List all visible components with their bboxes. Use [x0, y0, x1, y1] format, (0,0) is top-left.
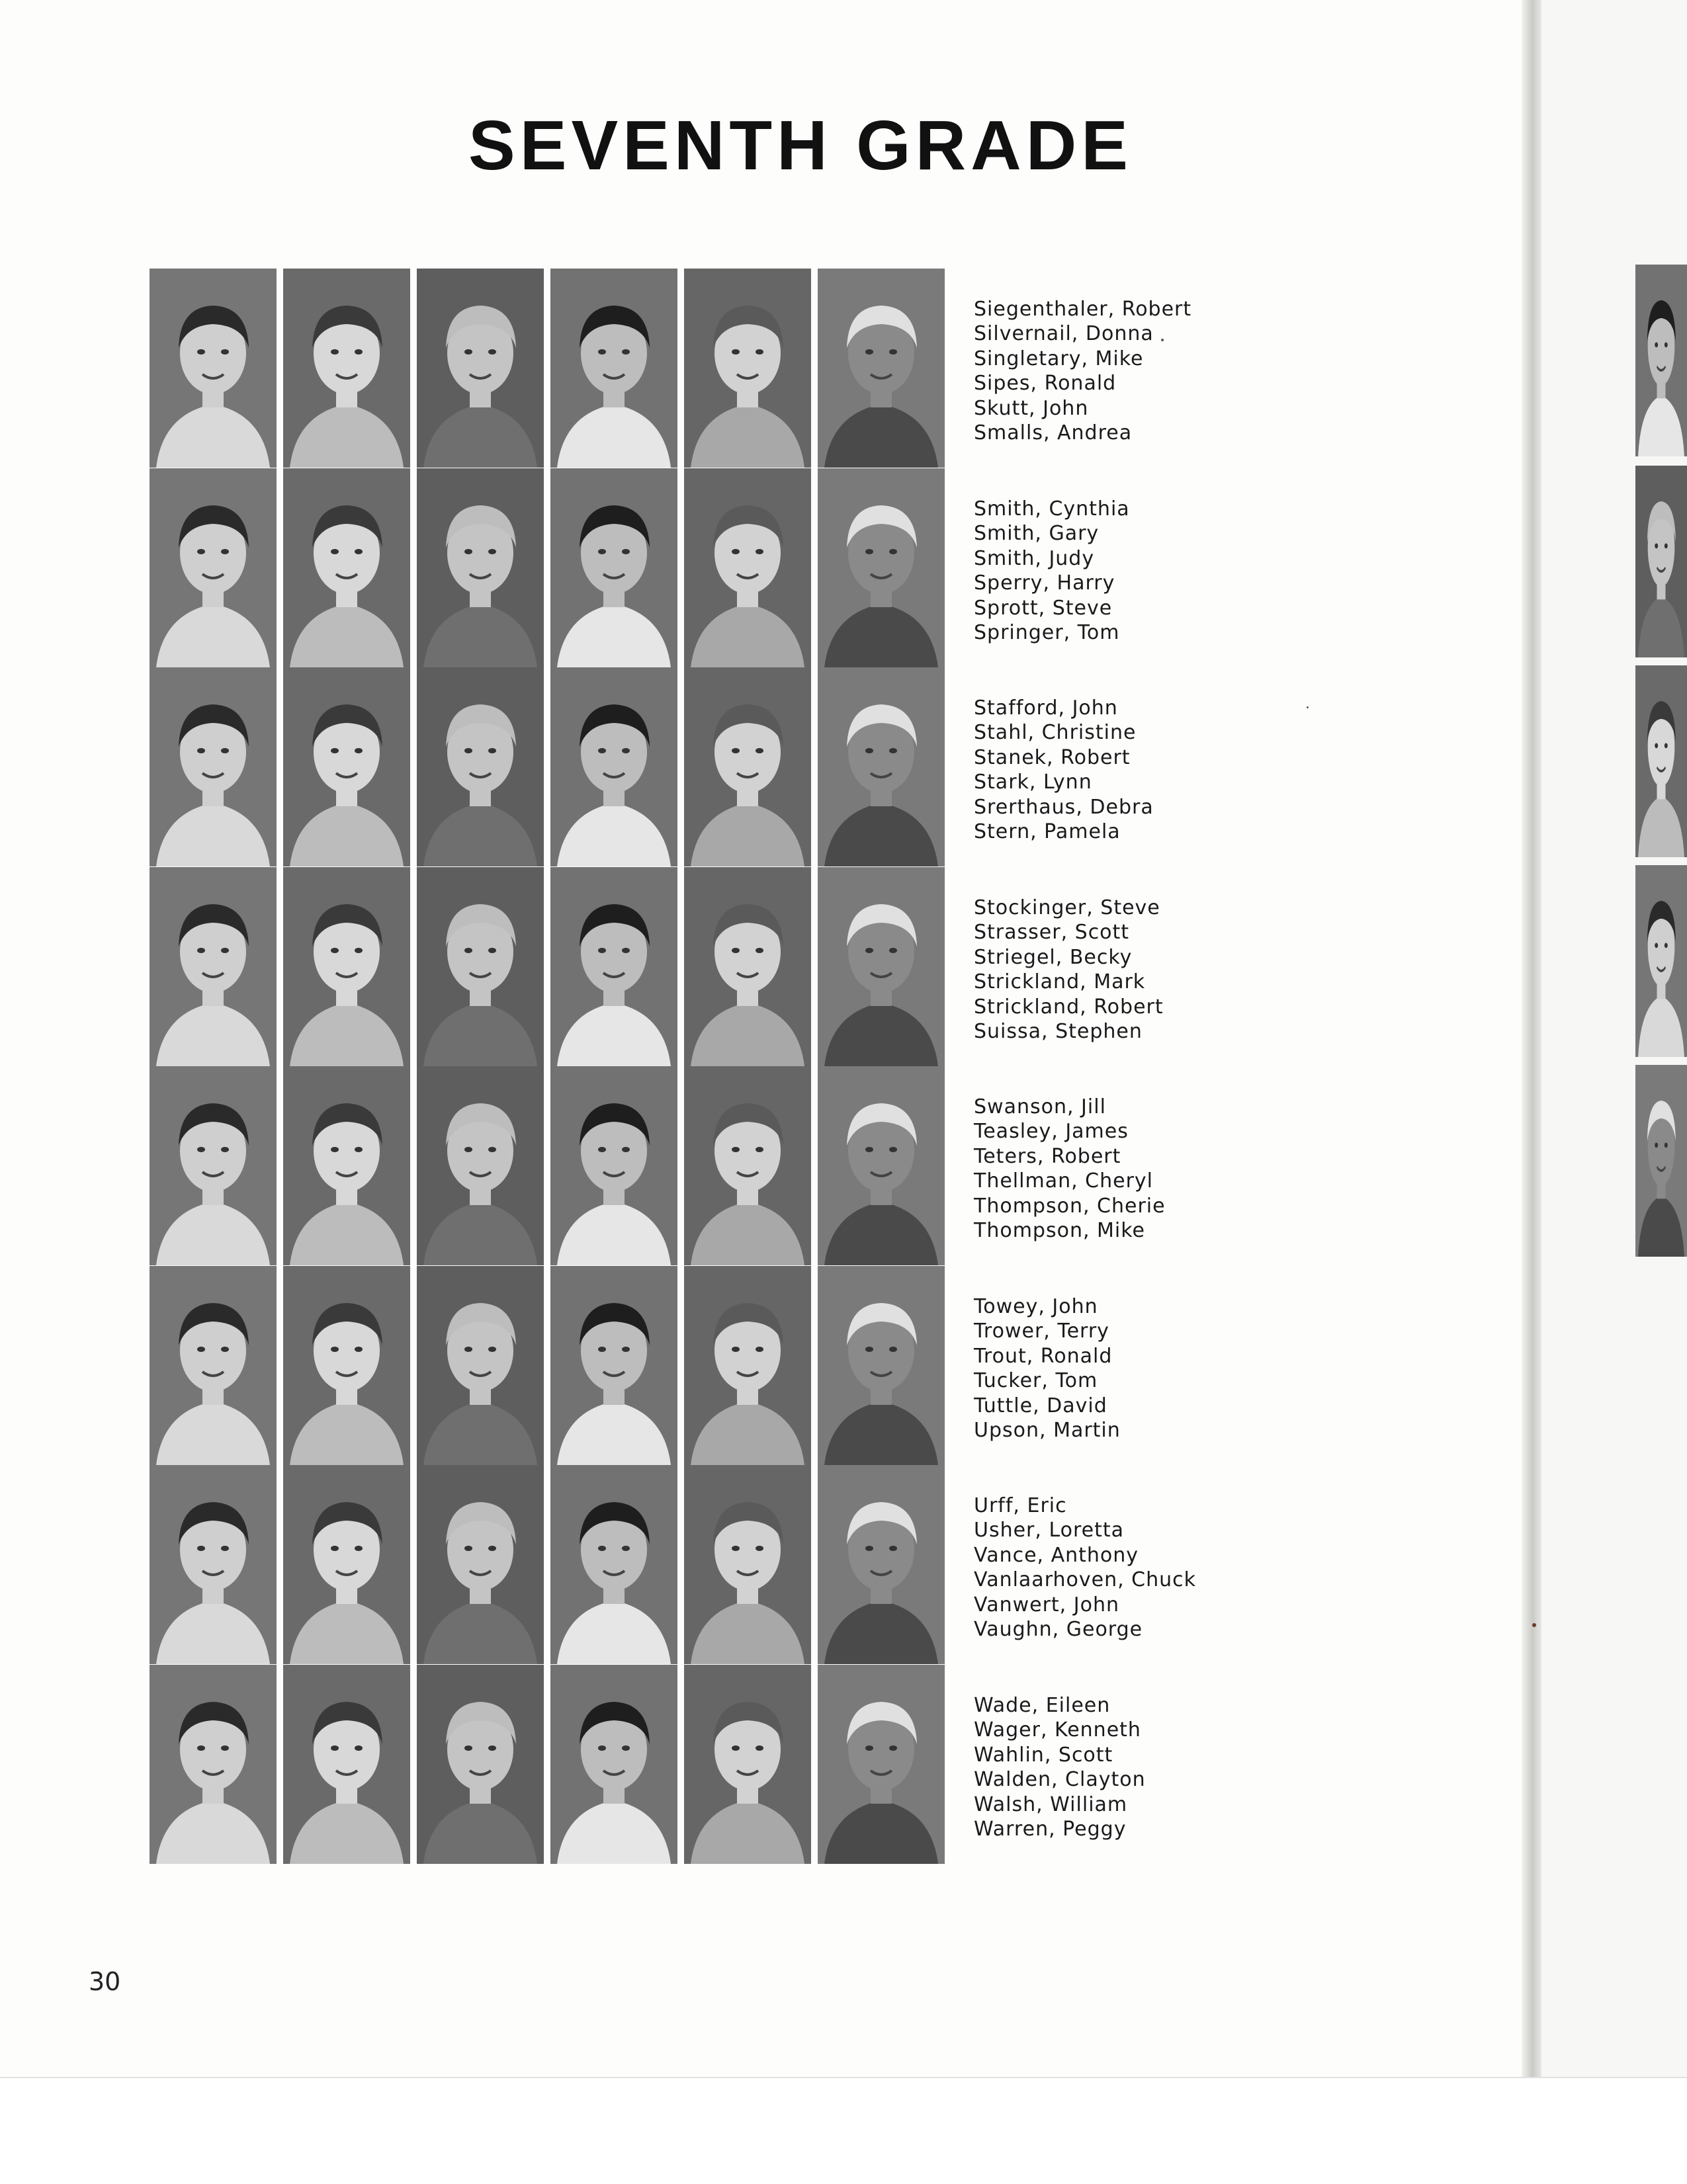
student-name: Sperry, Harry: [974, 571, 1115, 595]
student-portrait: [417, 269, 544, 468]
adjacent-portrait: [1635, 865, 1687, 1057]
student-portrait: [818, 1266, 945, 1465]
student-portrait: [818, 269, 945, 468]
adjacent-portrait: [1635, 466, 1687, 657]
student-portrait: [818, 468, 945, 667]
student-portrait: [150, 667, 277, 866]
student-name: Trower, Terry: [974, 1320, 1109, 1343]
student-portrait: [283, 468, 410, 667]
student-portrait: [150, 468, 277, 667]
student-portrait: [283, 1266, 410, 1465]
student-name: Teters, Robert: [974, 1144, 1121, 1168]
student-name: Strickland, Mark: [974, 970, 1146, 994]
student-portrait: [550, 468, 677, 667]
student-name: Vanlaarhoven, Chuck: [974, 1568, 1197, 1592]
student-portrait: [684, 1665, 811, 1864]
student-name: Usher, Loretta: [974, 1519, 1125, 1542]
student-name: Tuttle, David: [974, 1394, 1107, 1417]
student-portrait: [150, 269, 277, 468]
student-portrait: [417, 1066, 544, 1265]
student-name: Wahlin, Scott: [974, 1743, 1113, 1767]
student-name: Stafford, John: [974, 696, 1118, 720]
student-name: Thompson, Mike: [974, 1219, 1146, 1243]
name-list: [974, 1294, 1121, 1443]
student-name: Trout, Ronald: [974, 1344, 1113, 1368]
student-portrait: [550, 1066, 677, 1265]
student-name: Smalls, Andrea: [974, 421, 1133, 445]
student-name: Towey, John: [974, 1295, 1098, 1318]
student-name: Tucker, Tom: [974, 1369, 1098, 1393]
student-portrait: [818, 667, 945, 866]
student-name: Sipes, Ronald: [974, 372, 1117, 396]
student-name: Stern, Pamela: [974, 820, 1121, 844]
student-name: Srerthaus, Debra: [974, 795, 1154, 819]
student-portrait: [684, 1465, 811, 1664]
student-name: Stahl, Christine: [974, 721, 1137, 745]
student-portrait: [550, 1465, 677, 1664]
student-name: Vanwert, John: [974, 1593, 1119, 1617]
student-name: Wager, Kenneth: [974, 1718, 1141, 1742]
student-name: Stockinger, Steve: [974, 896, 1160, 919]
student-portrait: [283, 1665, 410, 1864]
student-portrait: [150, 1665, 277, 1864]
page-number: 30: [89, 1967, 121, 1996]
student-portrait: [283, 269, 410, 468]
scan-speck: [1307, 706, 1309, 708]
scan-speck: [1532, 1623, 1536, 1627]
adjacent-portrait: [1635, 665, 1687, 857]
student-name: Skutt, John: [974, 396, 1089, 420]
student-name: Silvernail, Donna: [974, 322, 1154, 346]
student-portrait: [417, 1266, 544, 1465]
student-portrait: [684, 667, 811, 866]
student-name: Smith, Gary: [974, 522, 1100, 546]
student-portrait: [684, 1266, 811, 1465]
student-portrait: [283, 1465, 410, 1664]
student-name: Thellman, Cheryl: [974, 1169, 1153, 1193]
student-portrait: [283, 1066, 410, 1265]
scan-margin: [0, 2077, 1687, 2184]
student-name: Upson, Martin: [974, 1419, 1121, 1443]
student-portrait: [417, 667, 544, 866]
student-name: Singletary, Mike: [974, 347, 1144, 370]
name-list: [974, 896, 1164, 1044]
adjacent-portrait: [1635, 1065, 1687, 1257]
student-portrait: [150, 867, 277, 1066]
student-portrait: [550, 867, 677, 1066]
student-name: Stanek, Robert: [974, 745, 1131, 769]
student-portrait: [283, 867, 410, 1066]
name-list: [974, 297, 1191, 445]
student-name: Stark, Lynn: [974, 771, 1092, 794]
student-name: Suissa, Stephen: [974, 1020, 1143, 1044]
student-name: Vaughn, George: [974, 1618, 1143, 1642]
student-portrait: [283, 667, 410, 866]
student-name: Siegenthaler, Robert: [974, 298, 1192, 321]
name-list: [974, 1693, 1146, 1841]
name-list: [974, 1493, 1196, 1642]
student-portrait: [684, 468, 811, 667]
student-portrait: [417, 867, 544, 1066]
student-name: Urff, Eric: [974, 1494, 1067, 1517]
student-portrait: [417, 1665, 544, 1864]
student-portrait: [818, 1066, 945, 1265]
student-portrait: [550, 1266, 677, 1465]
student-name: Swanson, Jill: [974, 1095, 1106, 1118]
student-portrait: [417, 1465, 544, 1664]
student-name: Springer, Tom: [974, 621, 1120, 645]
student-portrait: [150, 1465, 277, 1664]
student-name: Walden, Clayton: [974, 1768, 1146, 1792]
scan-speck: [1161, 339, 1164, 341]
student-name: Walsh, William: [974, 1792, 1128, 1816]
name-list: [974, 696, 1154, 844]
page-fold-shadow: [1522, 0, 1541, 2077]
student-name: Thompson, Cherie: [974, 1194, 1166, 1218]
student-portrait: [684, 269, 811, 468]
student-portrait: [417, 468, 544, 667]
student-name: Vance, Anthony: [974, 1543, 1139, 1567]
student-name: Striegel, Becky: [974, 945, 1133, 969]
student-portrait: [818, 1465, 945, 1664]
student-portrait: [550, 1665, 677, 1864]
student-name: Smith, Cynthia: [974, 497, 1130, 521]
student-portrait: [818, 867, 945, 1066]
student-portrait: [550, 667, 677, 866]
student-name: Warren, Peggy: [974, 1818, 1127, 1841]
name-list: [974, 1095, 1166, 1243]
student-portrait: [684, 867, 811, 1066]
page-title: SEVENTH GRADE: [468, 106, 1133, 185]
student-name: Sprott, Steve: [974, 596, 1113, 620]
student-name: Smith, Judy: [974, 546, 1095, 570]
student-portrait: [150, 1266, 277, 1465]
student-name: Teasley, James: [974, 1120, 1129, 1144]
portrait-grid: [150, 269, 946, 1859]
student-portrait: [550, 269, 677, 468]
name-list: [974, 497, 1130, 645]
student-portrait: [150, 1066, 277, 1265]
student-portrait: [684, 1066, 811, 1265]
student-portrait: [818, 1665, 945, 1864]
student-name: Strasser, Scott: [974, 921, 1130, 945]
adjacent-portrait: [1635, 265, 1687, 456]
student-name: Strickland, Robert: [974, 995, 1164, 1019]
student-name: Wade, Eileen: [974, 1694, 1111, 1717]
